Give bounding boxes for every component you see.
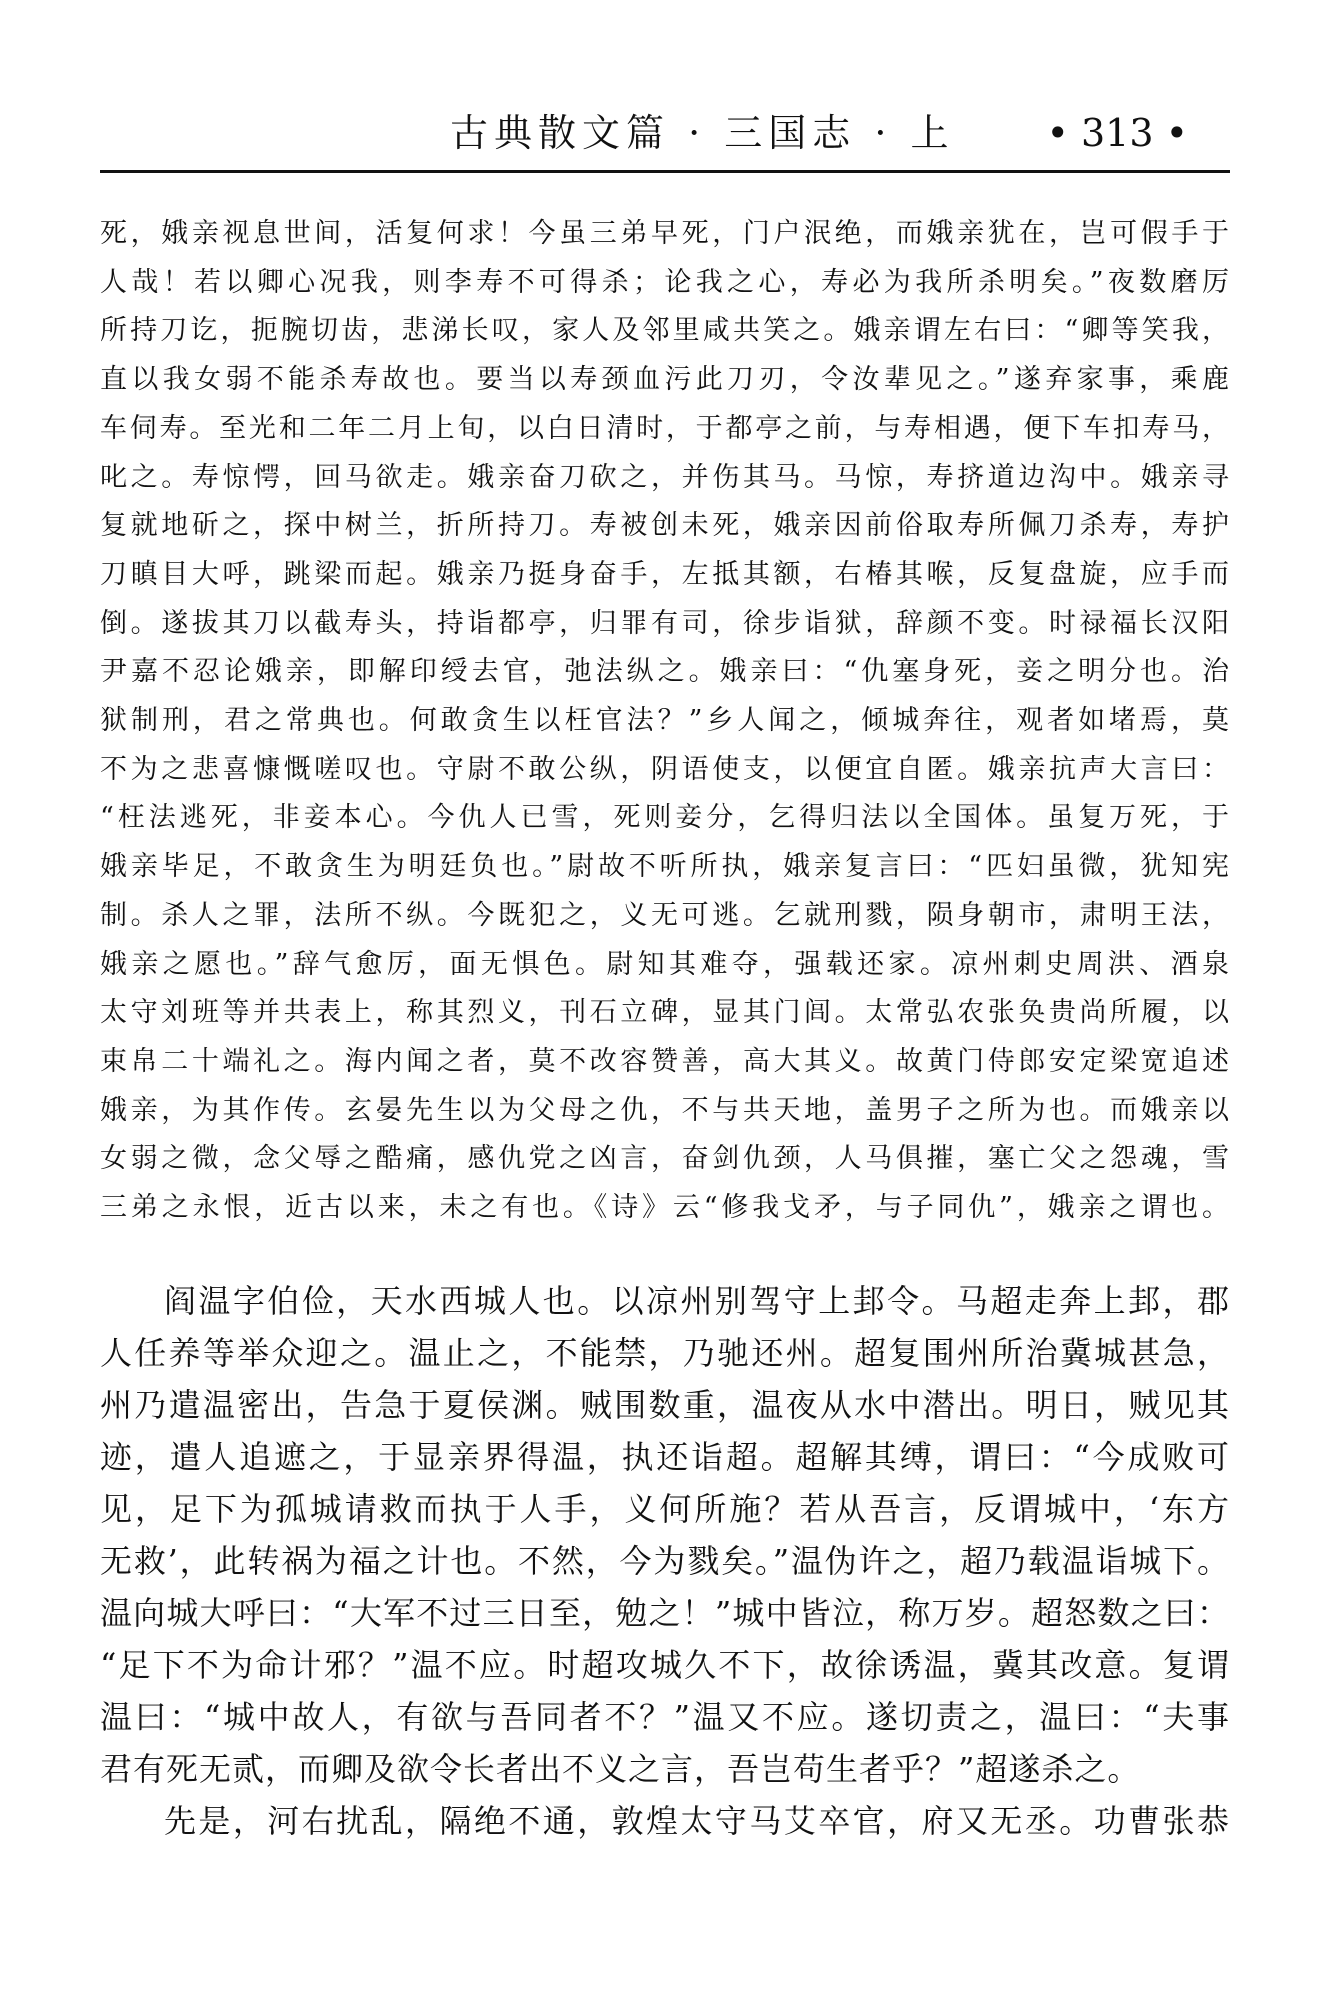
- main-text-line: 阎温字伯俭，天水西城人也。以凉州别驾守上邽令。马超走奔上邽，郡: [164, 1281, 1230, 1320]
- page-number: • 313 •: [1046, 111, 1188, 155]
- small-print-line: 束帛二十端礼之。海内闻之者，莫不改容赞善，高大其义。故黄门侍郎安定梁宽追述: [100, 1045, 1230, 1077]
- main-text-line: 迹，遣人追遮之，于显亲界得温，执还诣超。超解其缚，谓曰：“今成败可: [100, 1437, 1230, 1476]
- main-text-line: 温曰：“城中故人，有欲与吾同者不？”温又不应。遂切责之，温曰：“夫事: [100, 1697, 1230, 1736]
- small-print-line: 复就地斫之，探中树兰，折所持刀。寿被创未死，娥亲因前俗取寿所佩刀杀寿，寿护: [100, 510, 1230, 542]
- main-text-line: 君有死无贰，而卿及欲令长者出不义之言，吾岂苟生者乎？”超遂杀之。: [100, 1749, 1141, 1788]
- main-text-line: 无救’，此转祸为福之计也。不然，今为戮矣。”温伪许之，超乃载温诣城下。: [100, 1541, 1230, 1580]
- small-print-line: 倒。遂拔其刀以截寿头，持诣都亭，归罪有司，徐步诣狱，辞颜不变。时禄福长汉阳: [100, 607, 1230, 639]
- small-print-line: 叱之。寿惊愕，回马欲走。娥亲奋刀砍之，并伤其马。马惊，寿挤道边沟中。娥亲寻: [100, 461, 1230, 493]
- main-text-line: 州乃遣温密出，告急于夏侯渊。贼围数重，温夜从水中潜出。明日，贼见其: [100, 1385, 1230, 1424]
- small-print-line: 娥亲，为其作传。玄晏先生以为父母之仇，不与共天地，盖男子之所为也。而娥亲以: [100, 1094, 1230, 1126]
- main-text-line: “足下不为命计邪？”温不应。时超攻城久不下，故徐诱温，冀其改意。复谓: [100, 1645, 1230, 1684]
- small-print-line: 尹嘉不忍论娥亲，即解印绶去官，弛法纵之。娥亲曰：“仇塞身死，妾之明分也。治: [100, 656, 1230, 688]
- small-print-line: 人哉！若以卿心况我，则李寿不可得杀；论我之心，寿必为我所杀明矣。”夜数磨厉: [100, 266, 1230, 298]
- small-print-line: 女弱之微，念父辱之酷痛，感仇党之凶言，奋剑仇颈，人马俱摧，塞亡父之怨魂，雪: [100, 1143, 1230, 1175]
- small-print-line: “枉法逃死，非妾本心。今仇人已雪，死则妾分，乞得归法以全国体。虽复万死，于: [100, 802, 1230, 834]
- small-print-line: 直以我女弱不能杀寿故也。要当以寿颈血污此刀刃，令汝辈见之。”遂弃家事，乘鹿: [100, 364, 1230, 396]
- paragraph-yan-wen: [100, 1275, 1230, 1795]
- small-print-line: 刀瞋目大呼，跳梁而起。娥亲乃挺身奋手，左抵其额，右椿其喉，反复盘旋，应手而: [100, 558, 1230, 590]
- small-print-line: 制。杀人之罪，法所不纵。今既犯之，义无可逃。乞就刑戮，陨身朝市，肃明王法，: [100, 899, 1230, 931]
- small-print-line: 娥亲毕足，不敢贪生为明廷负也。”尉故不听所执，娥亲复言曰：“匹妇虽微，犹知宪: [100, 851, 1230, 883]
- body-text: [100, 210, 1230, 1847]
- running-head: [100, 108, 1228, 168]
- small-print-line: 所持刀讫，扼腕切齿，悲涕长叹，家人及邻里咸共笑之。娥亲谓左右曰：“卿等笑我，: [100, 315, 1230, 347]
- main-text-line: 温向城大呼曰：“大军不过三日至，勉之！”城中皆泣，称万岁。超怒数之曰：: [100, 1593, 1230, 1632]
- small-print-line: 不为之悲喜慷慨嗟叹也。守尉不敢公纵，阴语使支，以便宜自匿。娥亲抗声大言曰：: [100, 753, 1230, 785]
- main-text-line: 先是，河右扰乱，隔绝不通，敦煌太守马艾卒官，府又无丞。功曹张恭: [164, 1801, 1230, 1840]
- header-rule: [100, 170, 1230, 173]
- running-title: 古典散文篇 · 三国志 · 上: [450, 111, 955, 155]
- main-text-section: [100, 1275, 1230, 1847]
- small-print-line: 狱制刑，君之常典也。何敢贪生以枉官法？”乡人闻之，倾城奔往，观者如堵焉，莫: [100, 705, 1230, 737]
- small-print-line: 娥亲之愿也。”辞气愈厉，面无惧色。尉知其难夺，强载还家。凉州刺史周洪、酒泉: [100, 948, 1230, 980]
- main-text-line: 见，足下为孤城请救而执于人手，义何所施？若从吾言，反谓城中，‘东方: [100, 1489, 1230, 1528]
- small-print-line: 太守刘班等并共表上，称其烈义，刊石立碑，显其门闾。太常弘农张奂贵尚所履，以: [100, 997, 1230, 1029]
- main-text-line: 人任养等举众迎之。温止之，不能禁，乃驰还州。超复围州所治冀城甚急，: [100, 1333, 1230, 1372]
- small-print-passage: [100, 210, 1230, 1233]
- paragraph-zhang-gong: [100, 1795, 1230, 1847]
- small-print-line: 死，娥亲视息世间，活复何求！今虽三弟早死，门户泯绝，而娥亲犹在，岂可假手于: [100, 218, 1230, 249]
- small-print-line: 三弟之永恨，近古以来，未之有也。《诗》云“修我戈矛，与子同仇”，娥亲之谓也。: [100, 1192, 1230, 1224]
- small-print-line: 车伺寿。至光和二年二月上旬，以白日清时，于都亭之前，与寿相遇，便下车扣寿马，: [100, 412, 1230, 444]
